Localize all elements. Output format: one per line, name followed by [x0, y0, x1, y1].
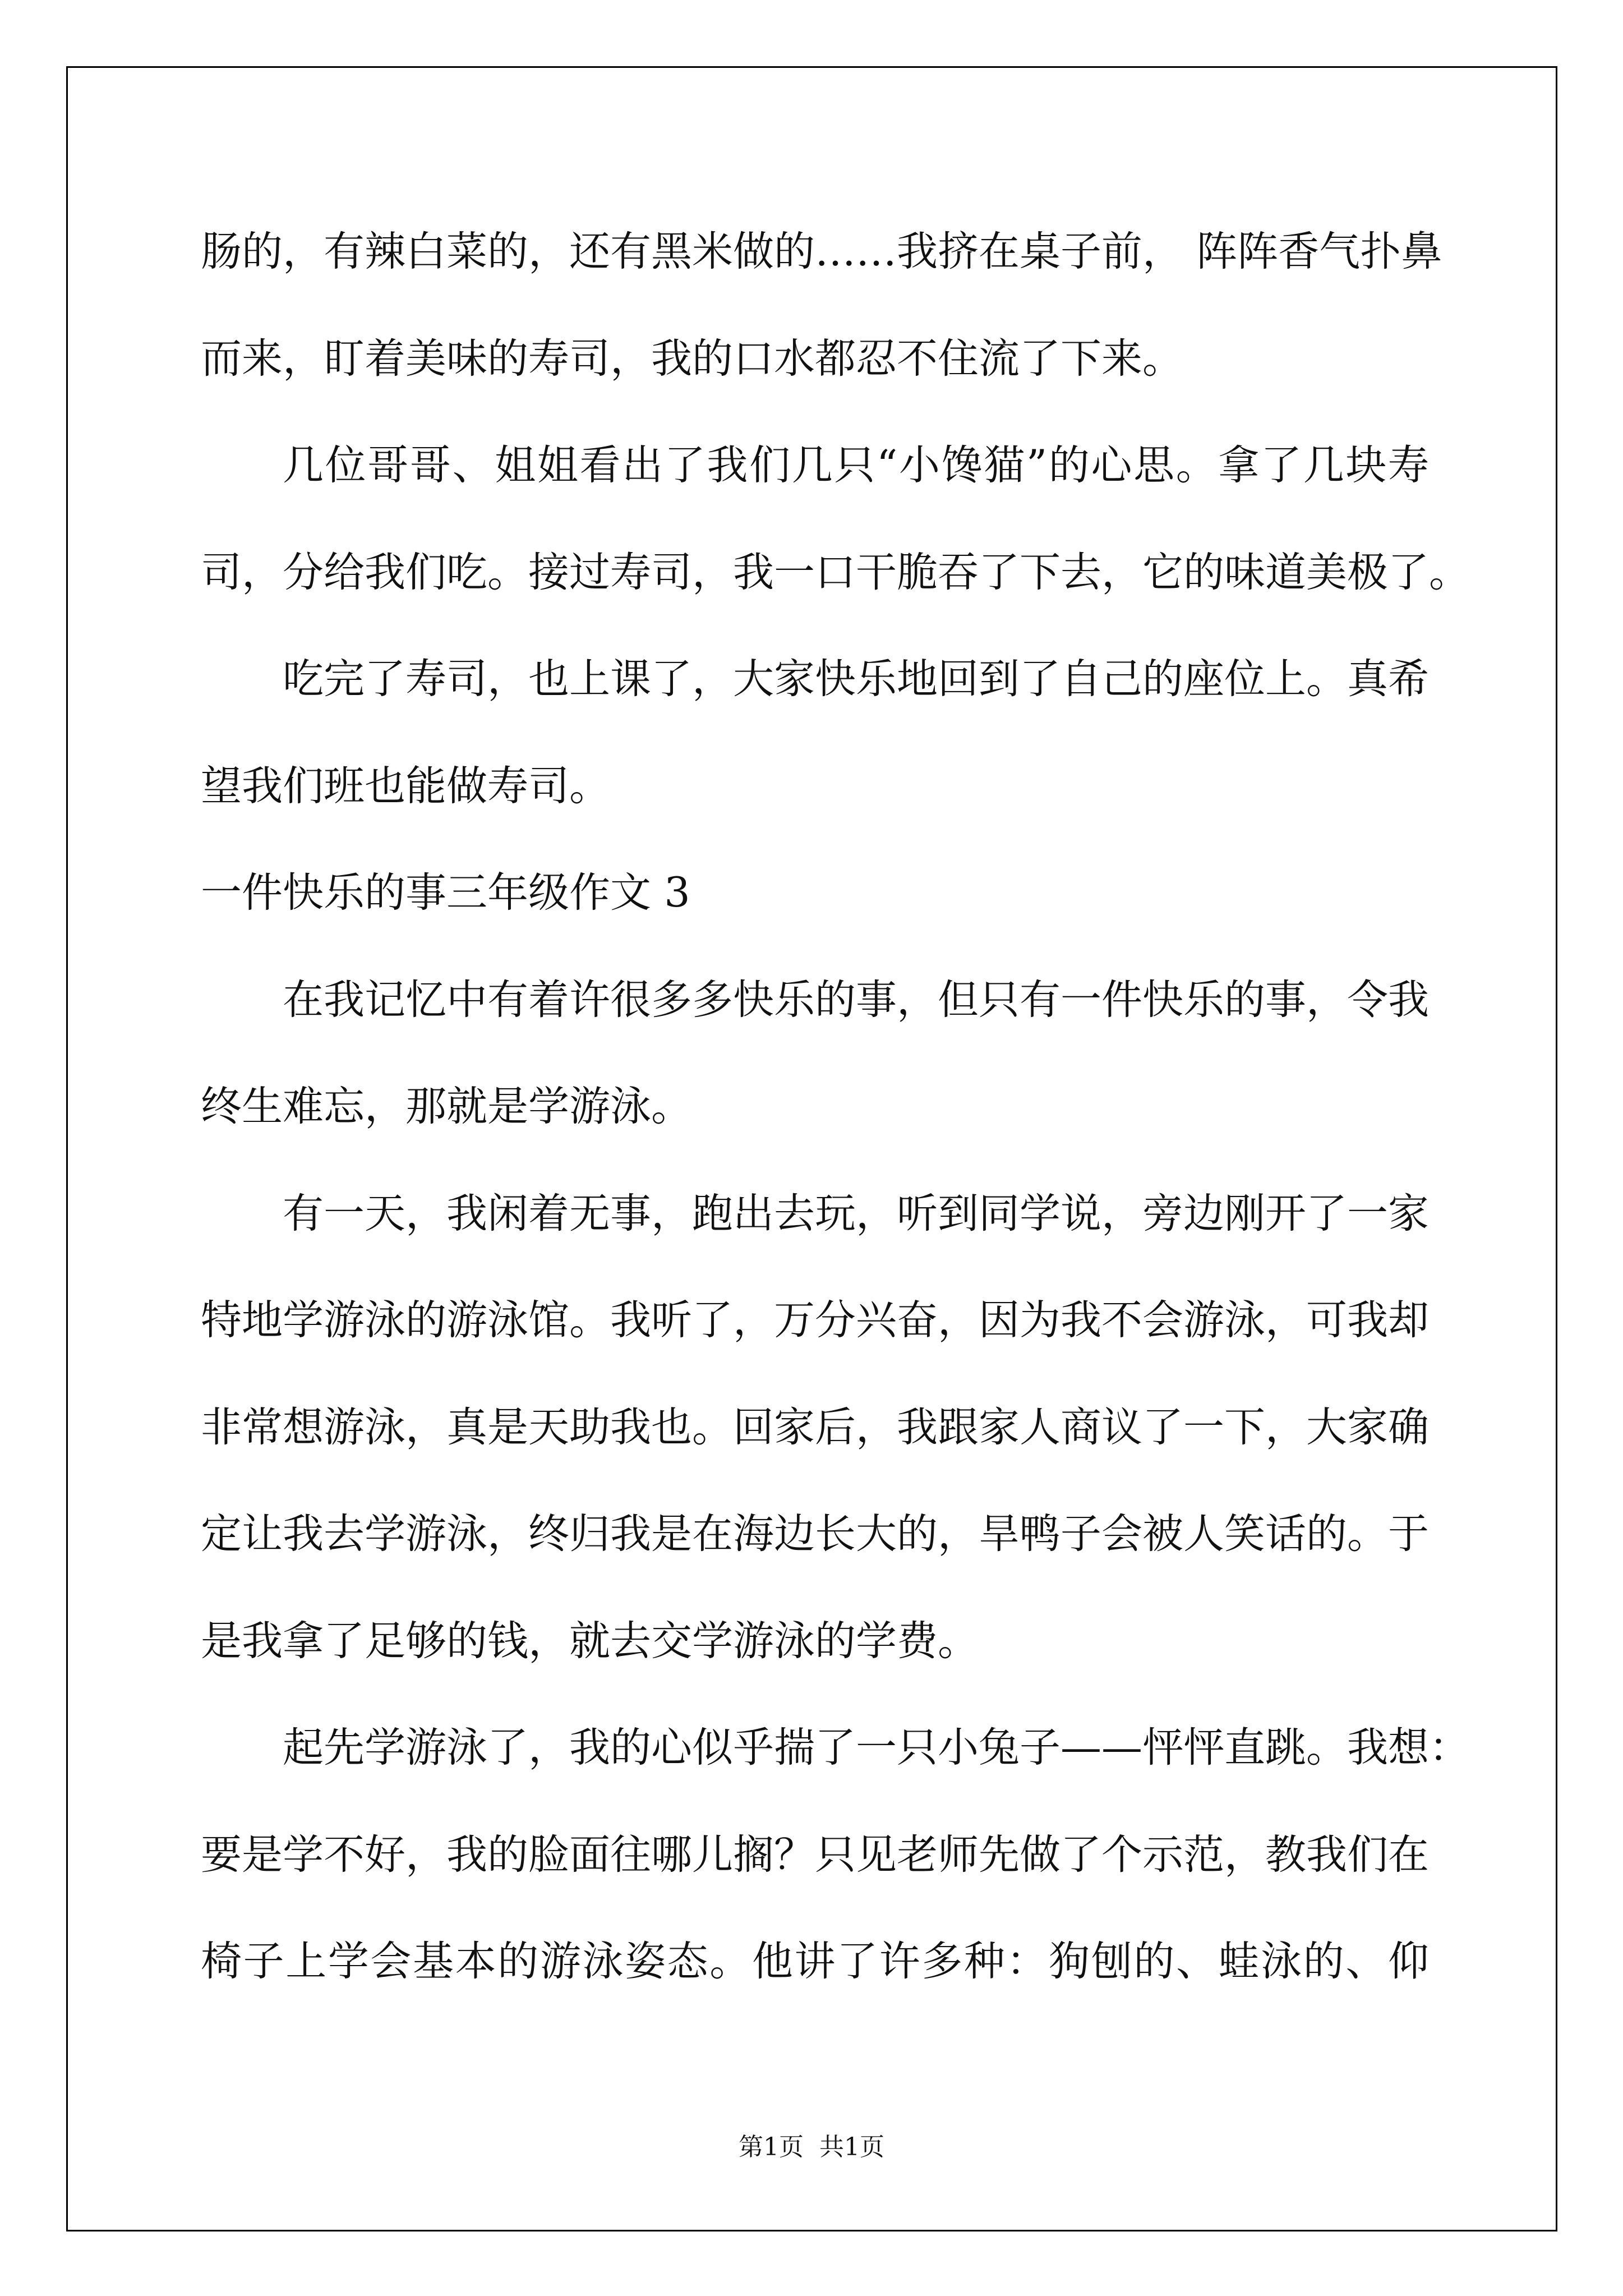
- text-line: 特地学游泳的游泳馆。我听了，万分兴奋，因为我不会游泳，可我却: [201, 1296, 1429, 1344]
- text-line: 而来，盯着美味的寿司，我的口水都忍不住流了下来。: [201, 334, 1183, 383]
- text-line: 要是学不好，我的脸面往哪儿搁？只见老师先做了个示范，教我们在: [201, 1830, 1429, 1879]
- document-body: [201, 199, 1470, 2016]
- text-line: 司，分给我们吃。接过寿司，我一口干脆吞了下去，它的味道美极了。: [201, 548, 1470, 596]
- text-line: 定让我去学游泳，终归我是在海边长大的，旱鸭子会被人笑话的。于: [201, 1510, 1429, 1558]
- paragraph: [201, 1161, 1429, 1695]
- text-line: 肠的，有辣白菜的，还有黑米做的……我挤在桌子前， 阵阵香气扑鼻: [201, 228, 1442, 275]
- paragraph: [201, 412, 1470, 626]
- essay-title: 一件快乐的事三年级作文 3: [201, 869, 690, 917]
- page-number: 第1页 共1页: [739, 2133, 884, 2161]
- text-line: 在我记忆中有着许很多多快乐的事，但只有一件快乐的事，令我: [283, 976, 1429, 1024]
- text-line: 起先学游泳了，我的心似乎揣了一只小兔子——怦怦直跳。我想：: [283, 1724, 1470, 1772]
- paragraph: [201, 947, 1429, 1161]
- text-line: 是我拿了足够的钱，就去交学游泳的学费。: [201, 1617, 979, 1665]
- paragraph: [201, 1695, 1470, 2016]
- paragraph: [201, 626, 1429, 840]
- paragraph: [201, 199, 1442, 412]
- text-line: 非常想游泳，真是天助我也。回家后，我跟家人商议了一下，大家确: [201, 1403, 1429, 1451]
- text-line: 望我们班也能做寿司。: [201, 762, 610, 810]
- text-line: 终生难忘，那就是学游泳。: [201, 1083, 692, 1130]
- text-line: 几位哥哥、姐姐看出了我们几只“小馋猫”的心思。拿了几块寿: [283, 441, 1429, 489]
- text-line: 椅子上学会基本的游泳姿态。他讲了许多种：狗刨的、蛙泳的、仰: [201, 1938, 1429, 1985]
- text-line: 有一天，我闲着无事，跑出去玩，听到同学说，旁边刚开了一家: [283, 1189, 1429, 1237]
- text-line: 吃完了寿司，也上课了，大家快乐地回到了自己的座位上。真希: [283, 655, 1429, 703]
